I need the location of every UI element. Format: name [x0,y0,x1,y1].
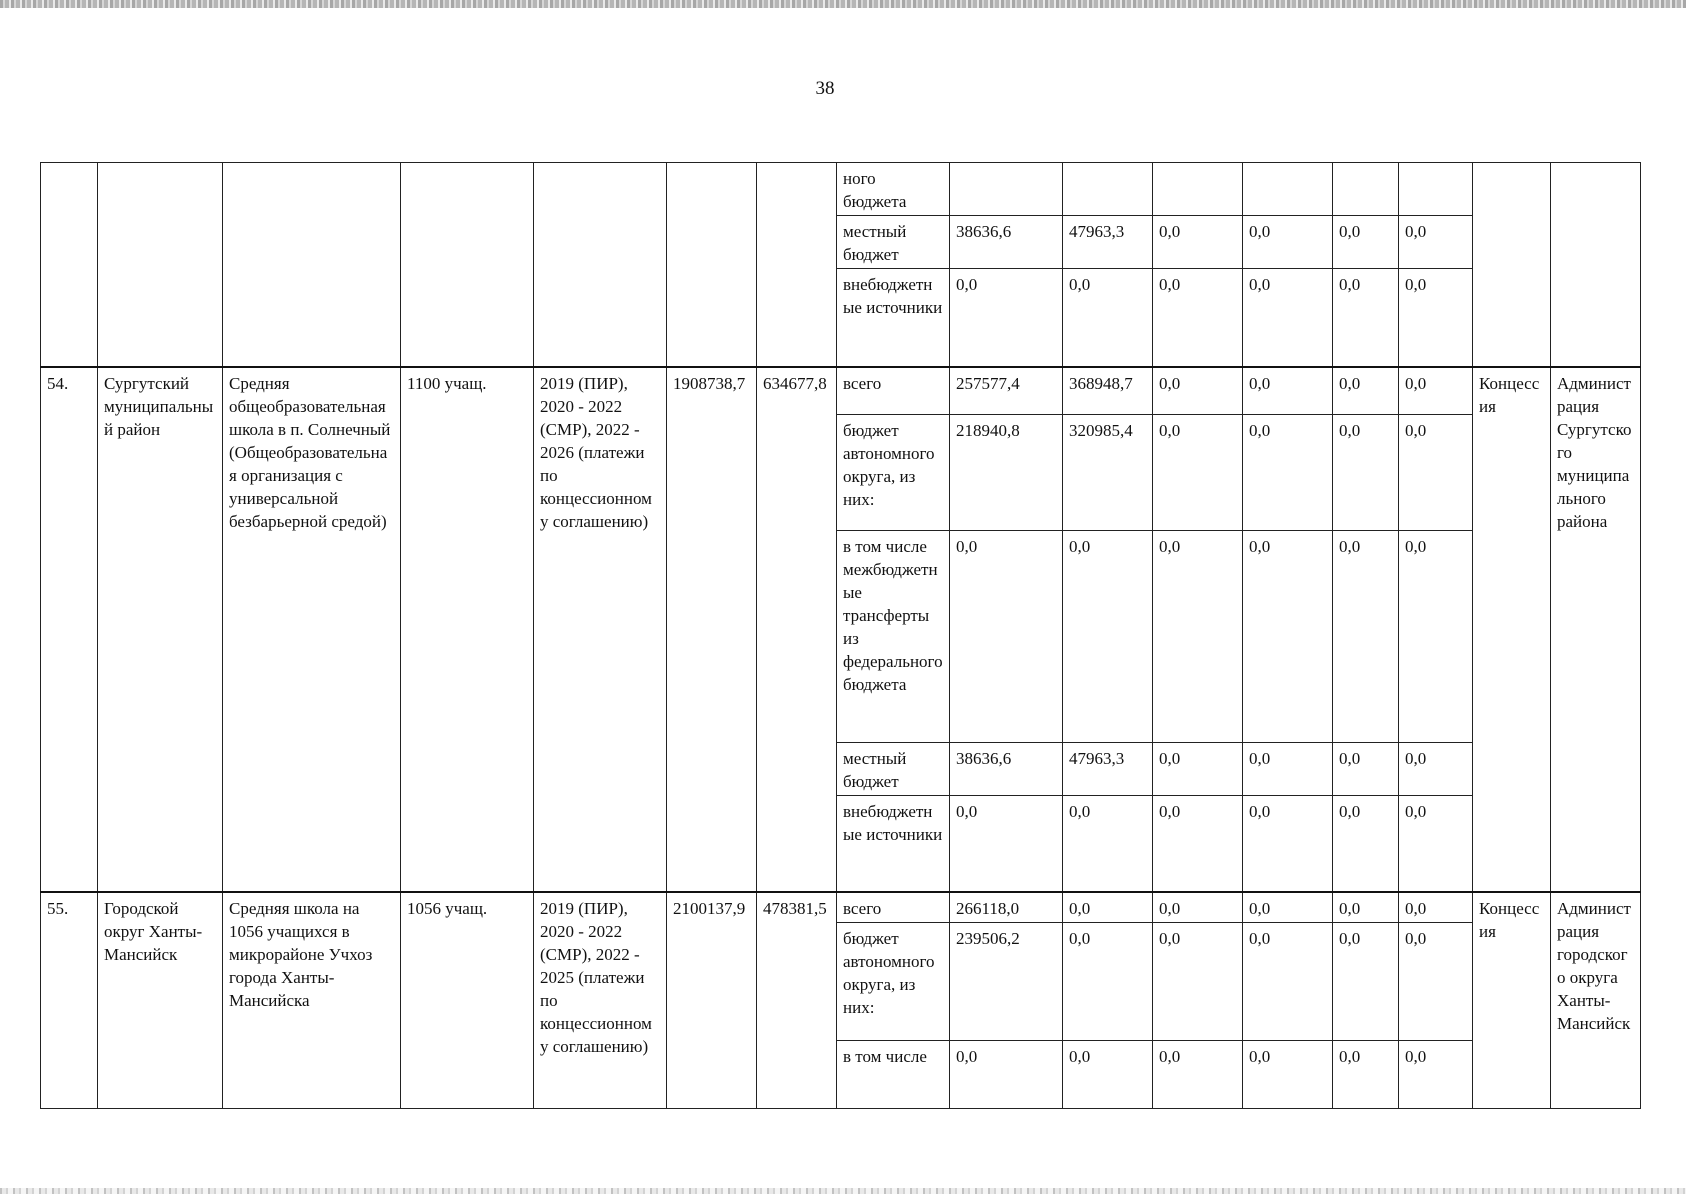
value-cell [1243,163,1333,216]
value-cell: 0,0 [1063,1040,1153,1108]
value-cell: 0,0 [1243,1040,1333,1108]
value-cell: 0,0 [1153,367,1243,415]
table-row [41,892,1641,923]
cost-remaining-cell [757,163,837,367]
value-cell: 0,0 [1153,216,1243,269]
value-cell: 0,0 [1333,796,1399,892]
value-cell: 0,0 [1399,922,1473,1040]
period-cell: 2019 (ПИР), 2020 - 2022 (СМР), 2022 - 2025 (платежи по концессионному соглашению) [534,892,667,1109]
value-cell: 0,0 [1153,531,1243,743]
value-cell: 0,0 [1153,892,1243,923]
object-cell: Средняя школа на 1056 учащихся в микрорайоне Учхоз города Ханты-Мансийска [223,892,401,1109]
value-cell: 320985,4 [1063,415,1153,531]
capacity-cell: 1056 учащ. [401,892,534,1109]
value-cell: 0,0 [1399,531,1473,743]
value-cell: 0,0 [1063,269,1153,367]
investment-table [40,162,1641,1109]
value-cell: 0,0 [950,531,1063,743]
capacity-cell [401,163,534,367]
funding-category: местный бюджет [837,743,950,796]
funding-category: ного бюджета [837,163,950,216]
funding-category: всего [837,892,950,923]
number-cell [41,163,98,367]
responsible-cell: Администрация городского округа Ханты-Мансийск [1551,892,1641,1109]
value-cell: 0,0 [1063,922,1153,1040]
value-cell: 38636,6 [950,216,1063,269]
table-row [41,367,1641,415]
value-cell: 0,0 [1399,796,1473,892]
table-row [41,163,1641,216]
object-cell [223,163,401,367]
value-cell: 0,0 [1243,531,1333,743]
value-cell: 0,0 [1399,415,1473,531]
value-cell: 0,0 [1333,922,1399,1040]
value-cell: 0,0 [1333,743,1399,796]
value-cell: 218940,8 [950,415,1063,531]
cost-remaining-cell: 634677,8 [757,367,837,892]
value-cell: 0,0 [1333,216,1399,269]
value-cell: 0,0 [1243,892,1333,923]
funding-category: местный бюджет [837,216,950,269]
value-cell [1063,163,1153,216]
value-cell: 0,0 [1063,796,1153,892]
value-cell: 0,0 [1153,415,1243,531]
responsible-cell: Администрация Сургутского муниципального района [1551,367,1641,892]
value-cell: 0,0 [1153,743,1243,796]
value-cell: 0,0 [1243,269,1333,367]
value-cell: 0,0 [1399,1040,1473,1108]
value-cell: 0,0 [1399,269,1473,367]
value-cell [1399,163,1473,216]
period-cell: 2019 (ПИР), 2020 - 2022 (СМР), 2022 - 2026 (платежи по концессионному соглашению) [534,367,667,892]
value-cell: 0,0 [950,1040,1063,1108]
value-cell: 38636,6 [950,743,1063,796]
value-cell: 0,0 [1243,796,1333,892]
value-cell: 0,0 [1333,892,1399,923]
funding-category: бюджет автономного округа, из них: [837,922,950,1040]
value-cell: 0,0 [1153,922,1243,1040]
project-number: 54. [41,367,98,892]
cost-remaining-cell: 478381,5 [757,892,837,1109]
value-cell: 0,0 [1399,367,1473,415]
scan-edge-bottom [0,1188,1686,1194]
page-number: 38 [815,78,835,99]
value-cell: 0,0 [1399,892,1473,923]
municipality-cell: Сургутский муниципальный район [98,367,223,892]
value-cell: 47963,3 [1063,216,1153,269]
municipality-cell: Городской округ Ханты-Мансийск [98,892,223,1109]
value-cell: 0,0 [1153,796,1243,892]
period-cell [534,163,667,367]
value-cell: 0,0 [1063,892,1153,923]
value-cell: 0,0 [1333,415,1399,531]
value-cell: 257577,4 [950,367,1063,415]
funding-category: внебюджетные источники [837,269,950,367]
value-cell: 0,0 [950,796,1063,892]
value-cell: 0,0 [1243,415,1333,531]
mechanism-cell [1473,163,1551,367]
cost-total-cell: 2100137,9 [667,892,757,1109]
funding-category: всего [837,367,950,415]
value-cell [950,163,1063,216]
value-cell: 0,0 [950,269,1063,367]
responsible-cell [1551,163,1641,367]
mechanism-cell: Концессия [1473,367,1551,892]
cost-total-cell [667,163,757,367]
scan-edge-top [0,0,1686,8]
value-cell: 47963,3 [1063,743,1153,796]
funding-category: в том числе [837,1040,950,1108]
value-cell: 0,0 [1243,922,1333,1040]
mechanism-cell: Концессия [1473,892,1551,1109]
value-cell: 0,0 [1333,1040,1399,1108]
value-cell: 239506,2 [950,922,1063,1040]
value-cell: 0,0 [1333,367,1399,415]
value-cell: 266118,0 [950,892,1063,923]
value-cell: 0,0 [1399,216,1473,269]
value-cell: 0,0 [1063,531,1153,743]
value-cell: 0,0 [1243,743,1333,796]
object-cell: Средняя общеобразовательная школа в п. Солнечный (Общеобразовательная организация с универсальной безбарьерной средой) [223,367,401,892]
project-number: 55. [41,892,98,1109]
capacity-cell: 1100 учащ. [401,367,534,892]
value-cell: 0,0 [1399,743,1473,796]
funding-category: в том числе межбюджетные трансферты из федерального бюджета [837,531,950,743]
funding-category: внебюджетные источники [837,796,950,892]
municipality-cell [98,163,223,367]
value-cell [1153,163,1243,216]
value-cell: 0,0 [1243,216,1333,269]
value-cell: 0,0 [1333,531,1399,743]
funding-category: бюджет автономного округа, из них: [837,415,950,531]
value-cell: 0,0 [1153,269,1243,367]
value-cell: 0,0 [1333,269,1399,367]
value-cell [1333,163,1399,216]
value-cell: 0,0 [1243,367,1333,415]
value-cell: 368948,7 [1063,367,1153,415]
cost-total-cell: 1908738,7 [667,367,757,892]
value-cell: 0,0 [1153,1040,1243,1108]
